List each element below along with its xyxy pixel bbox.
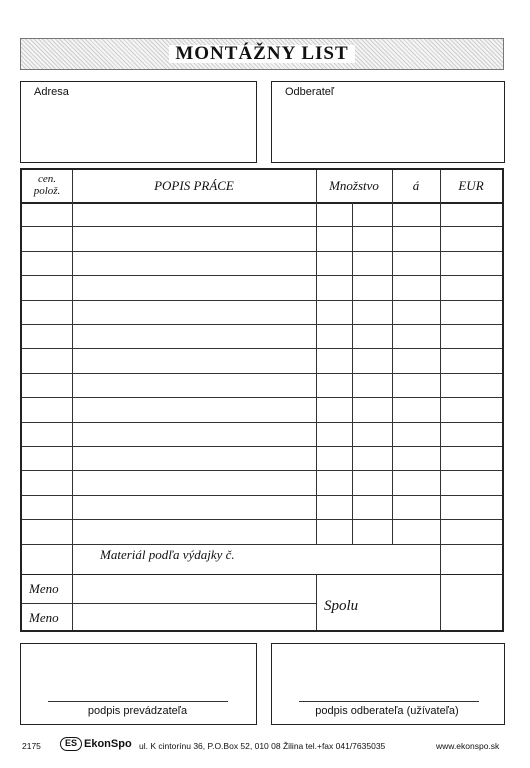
total-label: Spolu — [324, 598, 359, 614]
address-label: Adresa — [34, 86, 69, 98]
col-description-line — [316, 170, 317, 544]
col-quantity-split-line — [352, 202, 353, 544]
header-unit-price: á — [412, 178, 420, 193]
brand-name: EkonSpo — [84, 738, 132, 750]
row-line — [22, 544, 502, 545]
form-number: 2175 — [22, 741, 41, 751]
logo-mark: ES — [64, 738, 77, 748]
operator-signature-label: podpis prevádzateľa — [87, 705, 188, 717]
name-label-2: Meno — [29, 610, 59, 625]
header-separator — [22, 202, 502, 204]
customer-box[interactable] — [271, 81, 505, 163]
col-price-line — [440, 170, 441, 630]
row-line — [22, 422, 502, 423]
customer-signature-box[interactable] — [271, 643, 505, 725]
row-line — [22, 373, 502, 374]
header-quantity: Množstvo — [329, 178, 379, 193]
form-title: MONTÁŽNY LIST — [169, 45, 354, 63]
operator-signature-line — [48, 701, 228, 702]
customer-signature-label: podpis odberateľa (užívateľa) — [315, 705, 459, 717]
header-total: EUR — [458, 178, 484, 193]
operator-signature-box[interactable] — [20, 643, 257, 725]
col-item-line — [72, 170, 73, 630]
customer-signature-line — [299, 701, 479, 702]
row-line — [22, 300, 502, 301]
row-line — [22, 446, 502, 447]
name-row-line — [22, 603, 316, 604]
row-line — [22, 251, 502, 252]
header-description: POPIS PRÁCE — [154, 178, 234, 193]
row-line — [22, 495, 502, 496]
form-title-wrap — [20, 38, 504, 70]
company-address: ul. K cintorínu 36, P.O.Box 52, 010 08 Žilina tel.+fax 041/7635035 — [139, 741, 386, 751]
header-item-col — [22, 170, 72, 202]
col-quantity-line — [392, 170, 393, 544]
material-label: Materiál podľa výdajky č. — [100, 547, 235, 562]
header-item-line2: polož. — [33, 185, 61, 197]
row-line — [22, 348, 502, 349]
row-line — [22, 470, 502, 471]
col-name-line — [316, 574, 317, 630]
address-box[interactable] — [20, 81, 257, 163]
name-label-1: Meno — [29, 581, 59, 596]
customer-label: Odberateľ — [285, 86, 335, 98]
company-website: www.ekonspo.sk — [436, 741, 500, 751]
ekonspo-logo-icon — [60, 737, 82, 751]
material-row-line — [22, 574, 502, 575]
work-table — [20, 168, 504, 632]
row-line — [22, 519, 502, 520]
row-line — [22, 275, 502, 276]
row-line — [22, 324, 502, 325]
row-line — [22, 226, 502, 227]
header-item-line1: cen. — [37, 173, 56, 185]
row-line — [22, 397, 502, 398]
